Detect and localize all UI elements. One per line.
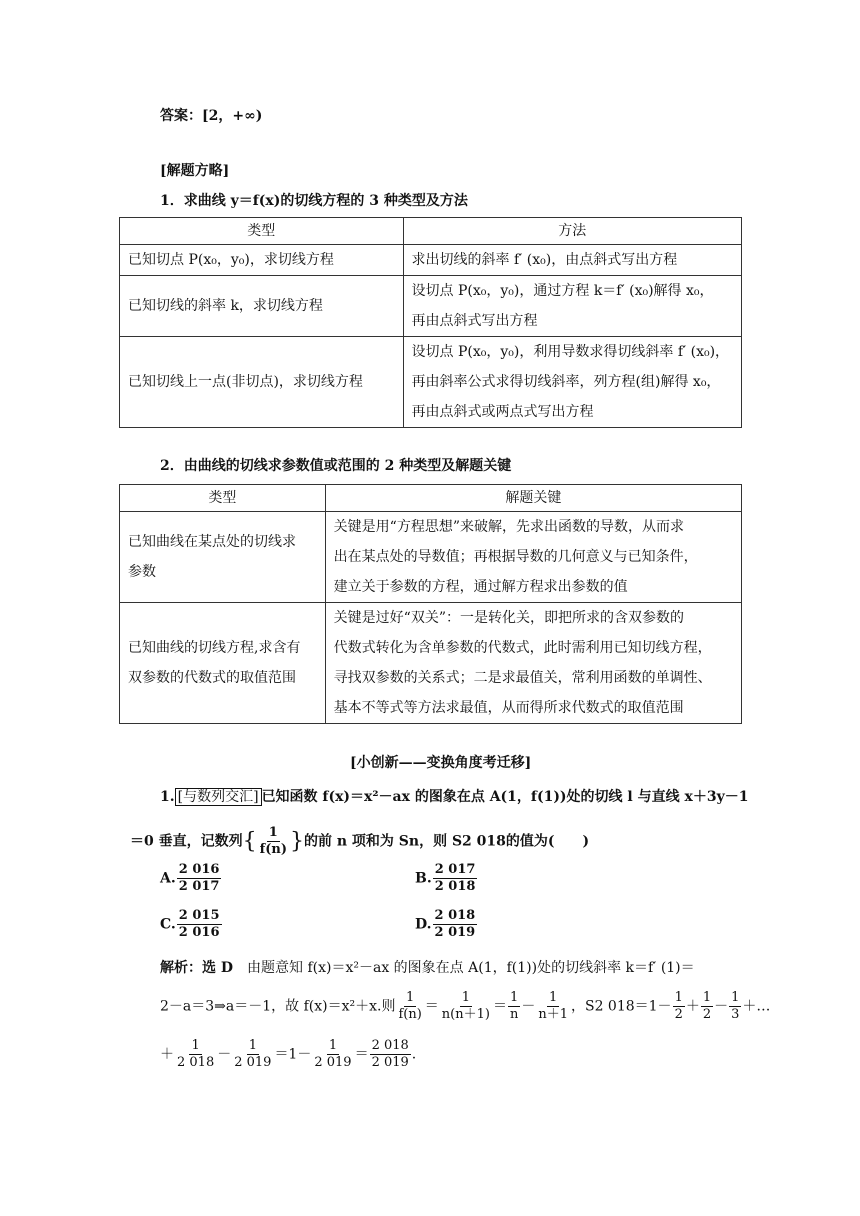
row-key: 关键是过好“双关”：一是转化关，即把所求的含双参数的 代数式转化为含单参数的代数式，此时需利用已知切线方程， 寻找双参数的关系式；二是求最值关，常利用函数的单调性、 基本不等式等方法求最值，从而得所求代数式的取值范围 bbox=[325, 603, 741, 724]
table-header-row bbox=[120, 485, 742, 512]
header-method: 方法 bbox=[403, 218, 741, 245]
row-key: 关键是用“方程思想”来破解，先求出函数的导数，从而求 出在某点处的导数值；再根据导数的几何意义与已知条件， 建立关于参数的方程，通过解方程求出参数的值 bbox=[325, 512, 741, 603]
fraction: $\frac{1}{n(n+1)}$ bbox=[441, 990, 490, 1022]
fraction: $\frac{1}{2 019}$ bbox=[314, 1038, 352, 1070]
header-type: 类型 bbox=[120, 218, 404, 245]
answer-value: [2，+∞) bbox=[202, 108, 263, 124]
innovation-heading: [小创新——变换角度考迁移] bbox=[350, 755, 532, 771]
section1-title: 1．求曲线 y＝f(x)的切线方程的 3 种类型及方法 bbox=[160, 193, 468, 209]
section2-title: 2．由曲线的切线求参数值或范围的 2 种类型及解题关键 bbox=[160, 458, 512, 474]
table-row bbox=[120, 512, 742, 603]
solution-line1 bbox=[160, 957, 695, 977]
fraction: $\frac{1}{2}$ bbox=[674, 990, 683, 1022]
fraction: $\frac{1}{3}$ bbox=[731, 990, 740, 1022]
row-method: 求出切线的斜率 f′ (x₀)，由点斜式写出方程 bbox=[403, 245, 741, 276]
problem-line2 bbox=[130, 825, 589, 858]
fraction: $\frac{1}{2}$ bbox=[702, 990, 712, 1022]
header-key: 解题关键 bbox=[325, 485, 741, 512]
row-type: 已知曲线的切线方程,求含有 双参数的代数式的取值范围 bbox=[120, 603, 326, 724]
table-header-row bbox=[120, 218, 742, 245]
table-row bbox=[120, 245, 742, 276]
table-tangent-types bbox=[119, 217, 742, 428]
option-a[interactable]: A. $\frac{2 016}{2 017}$ bbox=[160, 862, 220, 894]
solution-label: 解析： bbox=[160, 960, 202, 976]
fraction: $\frac{2 018}{2 019}$ bbox=[371, 1038, 409, 1070]
problem-line1 bbox=[160, 786, 748, 806]
sequence-fraction: $\frac{1}{f(n)}$ bbox=[259, 825, 287, 857]
option-b[interactable]: B. $\frac{2 017}{2 018}$ bbox=[415, 862, 476, 894]
problem-stem-2b: 的前 n 项和为 Sn，则 S2 018的值为( ) bbox=[303, 833, 590, 850]
table-row bbox=[120, 337, 742, 428]
table-row bbox=[120, 276, 742, 337]
problem-number: 1. bbox=[160, 789, 175, 805]
solution-line3: ＋ $\frac{1}{2 018}$ － $\frac{1}{2 019}$ ＝1－ $\frac{1}{2 019}$ ＝ $\frac{2 018}{2 019}$ . bbox=[160, 1038, 417, 1070]
solution-choice: 选 D bbox=[202, 960, 234, 976]
row-type: 已知切线的斜率 k，求切线方程 bbox=[120, 276, 404, 337]
problem-tag: [与数列交汇] bbox=[175, 788, 262, 806]
option-c[interactable]: C. $\frac{2 015}{2 016}$ bbox=[160, 908, 220, 940]
fraction: $\frac{1}{2 019}$ bbox=[234, 1038, 272, 1070]
solution-text-1: 由题意知 f(x)＝x²－ax 的图象在点 A(1，f(1))处的切线斜率 k＝f′ (1)＝ bbox=[247, 960, 695, 976]
brace-right: } bbox=[289, 829, 304, 854]
solution-line2: 2－a＝3⇒a＝－1，故 f(x)＝x²＋x.则 $\frac{1}{f(n)}$ ＝ $\frac{1}{n(n+1)}$ ＝ $\frac{1}{n}$ － $\frac{1}{n+1}$ ，S2 018＝1－ $\frac{1}{2}$ ＋ $\frac{1}{2}$ － $\frac{1}{3}$ ＋… bbox=[160, 990, 771, 1022]
option-d[interactable]: D. $\frac{2 018}{2 019}$ bbox=[415, 908, 476, 940]
problem-stem-1: 已知函数 f(x)＝x²－ax 的图象在点 A(1，f(1))处的切线 l 与直线 x＋3y－1 bbox=[261, 789, 749, 805]
fraction: $\frac{1}{f(n)}$ bbox=[398, 990, 422, 1022]
fraction: $\frac{1}{n+1}$ bbox=[538, 990, 568, 1022]
row-method: 设切点 P(x₀，y₀)，利用导数求得切线斜率 f′ (x₀)， 再由斜率公式求得切线斜率，列方程(组)解得 x₀， 再由点斜式或两点式写出方程 bbox=[403, 337, 741, 428]
brace-left: { bbox=[242, 829, 257, 854]
strategy-heading: [解题方略] bbox=[160, 163, 230, 179]
row-type: 已知切点 P(x₀，y₀)，求切线方程 bbox=[120, 245, 404, 276]
answer-line bbox=[160, 105, 262, 125]
row-type: 已知切线上一点(非切点)，求切线方程 bbox=[120, 337, 404, 428]
row-method: 设切点 P(x₀，y₀)，通过方程 k＝f′ (x₀)解得 x₀， 再由点斜式写出方程 bbox=[403, 276, 741, 337]
table-row bbox=[120, 603, 742, 724]
fraction: $\frac{1}{n}$ bbox=[509, 990, 519, 1022]
header-type: 类型 bbox=[120, 485, 326, 512]
fraction: $\frac{1}{2 018}$ bbox=[177, 1038, 215, 1070]
problem-stem-2a: ＝0 垂直，记数列 bbox=[130, 833, 243, 850]
table-parameter-types bbox=[119, 484, 742, 724]
answer-label: 答案： bbox=[160, 108, 202, 124]
row-type: 已知曲线在某点处的切线求 参数 bbox=[120, 512, 326, 603]
